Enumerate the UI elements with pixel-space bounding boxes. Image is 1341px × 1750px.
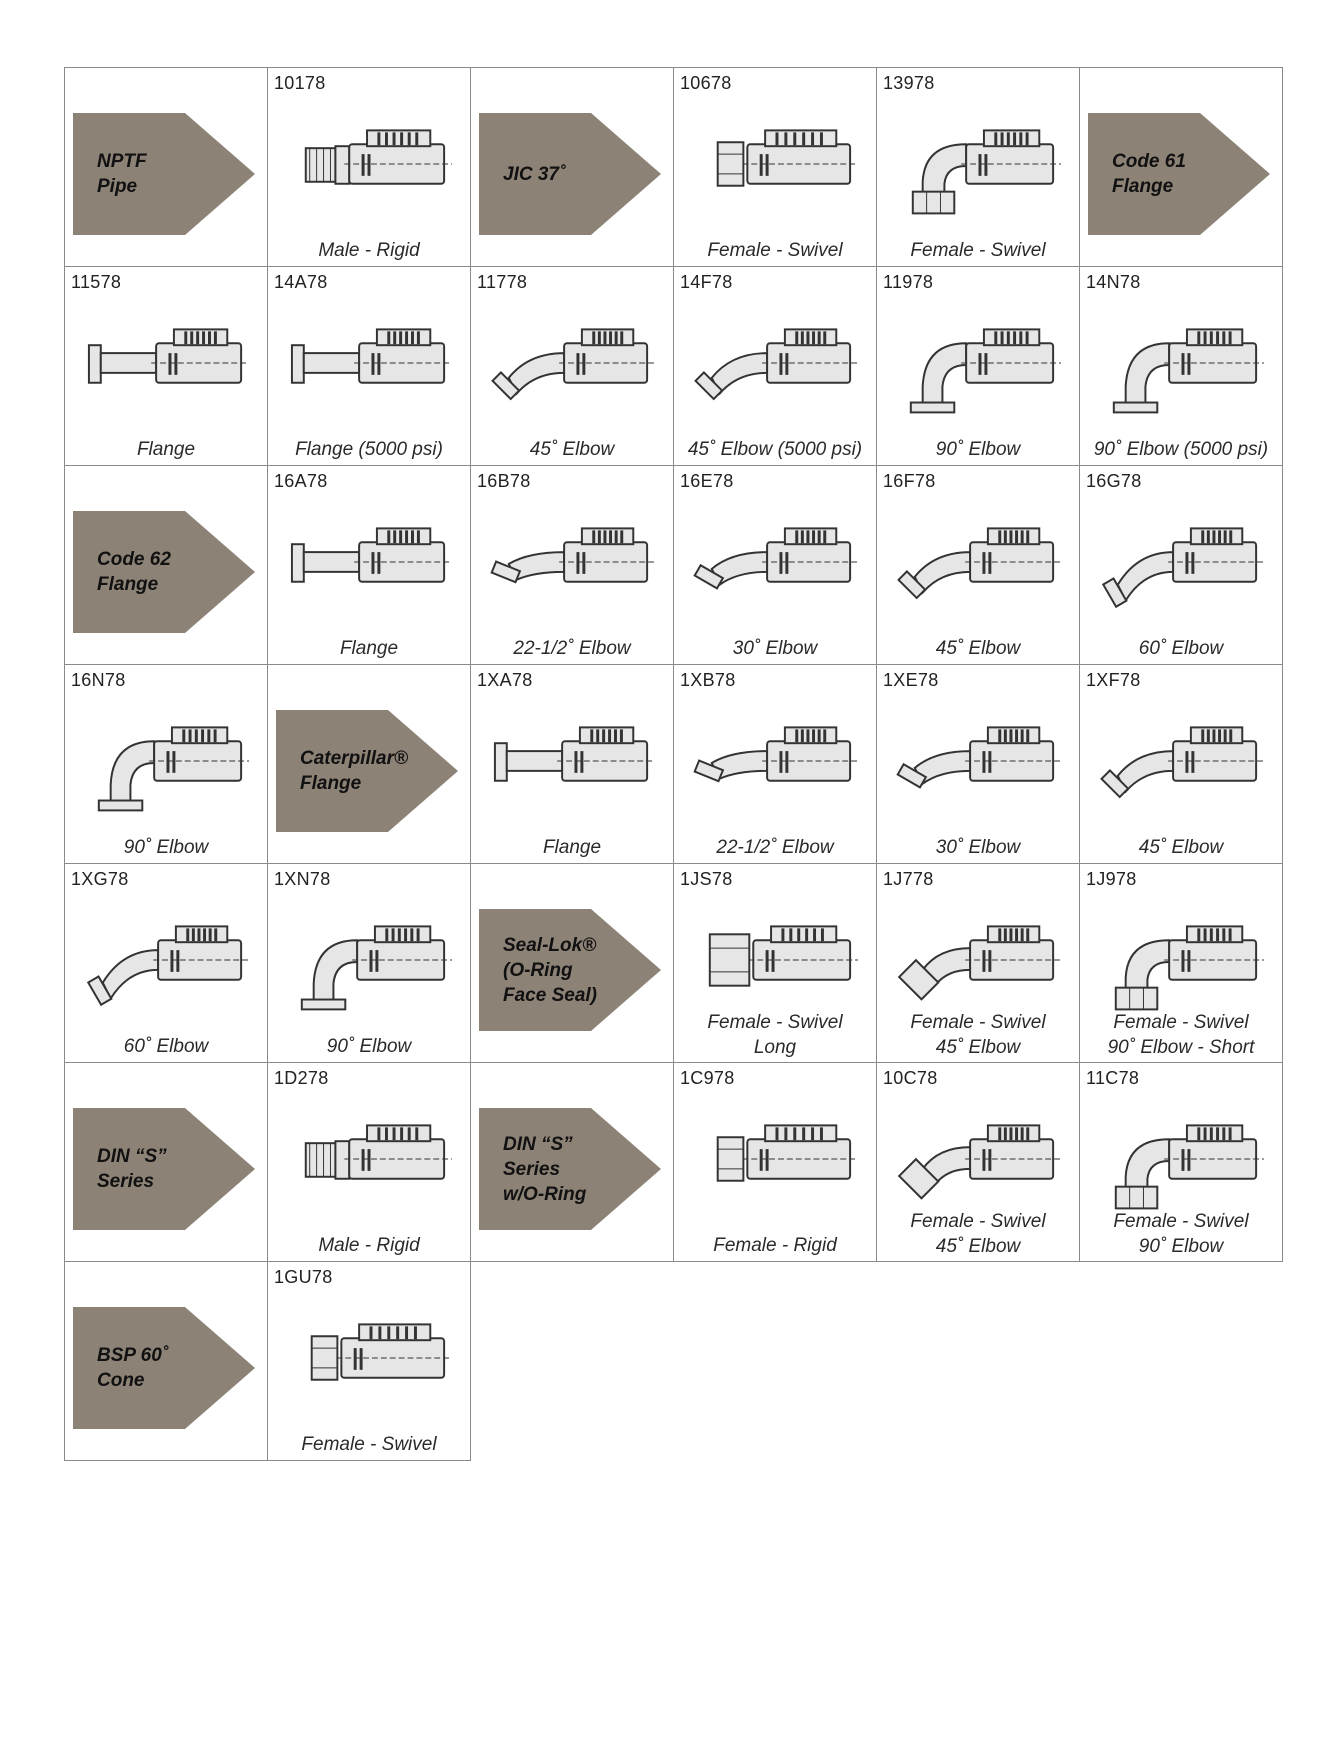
fitting-cell <box>64 863 268 1063</box>
category-label-line: Series <box>97 1171 155 1192</box>
fitting-straight-flange-icon <box>489 705 657 815</box>
fitting-caption <box>268 1233 470 1258</box>
fitting-caption-line: Flange (5000 psi) <box>295 439 443 460</box>
fitting-cell <box>1079 1062 1283 1262</box>
fitting-90-elbow-flange-icon <box>286 904 454 1014</box>
fitting-caption <box>65 1034 267 1059</box>
fitting-caption <box>65 835 267 860</box>
part-number: 1XE78 <box>883 670 939 690</box>
fitting-caption <box>877 1209 1079 1259</box>
fitting-straight-female-icon <box>692 1103 860 1213</box>
fitting-cell <box>673 67 877 267</box>
fitting-cell <box>876 465 1080 665</box>
fitting-cell <box>267 266 471 466</box>
part-number: 1J778 <box>883 869 934 889</box>
fitting-caption-line: Male - Rigid <box>318 1235 420 1256</box>
category-label-line: Seal-Lok® <box>503 934 597 956</box>
fitting-caption <box>471 437 673 462</box>
category-label-line: DIN “S” <box>97 1146 167 1167</box>
fitting-caption-line: Female - Swivel <box>910 240 1046 261</box>
category-header-cell <box>64 1261 268 1461</box>
category-label-line: Caterpillar® <box>300 748 408 769</box>
fitting-caption <box>65 437 267 462</box>
fitting-caption <box>877 835 1079 860</box>
category-label-line: Flange <box>1112 176 1174 197</box>
fitting-caption-line: Female - Swivel <box>301 1434 437 1455</box>
part-number: 11C78 <box>1086 1068 1140 1088</box>
fitting-caption <box>674 1233 876 1258</box>
fitting-caption-line: 45˚ Elbow <box>1138 837 1224 858</box>
fitting-45-elbow-swivel-icon <box>895 1103 1063 1213</box>
part-number: 1C978 <box>680 1068 735 1088</box>
category-header-cell <box>64 465 268 665</box>
fitting-90-elbow-swivel-icon <box>1098 904 1266 1014</box>
fitting-straight-female-icon <box>286 1302 454 1412</box>
fitting-caption-line: 45˚ Elbow (5000 psi) <box>687 439 863 460</box>
fitting-caption <box>877 1010 1079 1060</box>
fitting-22-elbow-flange-icon <box>489 506 657 616</box>
category-label <box>479 113 661 235</box>
fitting-cell <box>1079 664 1283 864</box>
fitting-cell <box>673 664 877 864</box>
category-label-line: Flange <box>300 773 362 794</box>
category-header-cell <box>64 67 268 267</box>
category-label-line: Pipe <box>97 176 138 197</box>
fitting-caption-line: 45˚ Elbow <box>529 439 615 460</box>
fitting-caption <box>268 1432 470 1457</box>
fitting-caption <box>674 437 876 462</box>
fitting-caption <box>877 238 1079 263</box>
category-label-line: Code 62 <box>97 549 171 570</box>
category-label <box>73 1108 255 1230</box>
fitting-straight-female-long-icon <box>692 904 860 1014</box>
fitting-caption-line: 90˚ Elbow <box>1138 1236 1224 1257</box>
fitting-cell <box>1079 266 1283 466</box>
fitting-caption <box>674 238 876 263</box>
fitting-caption <box>471 835 673 860</box>
part-number: 16F78 <box>883 471 936 491</box>
part-number: 1JS78 <box>680 869 733 889</box>
fitting-caption-line: 30˚ Elbow <box>935 837 1021 858</box>
fitting-cell <box>673 863 877 1063</box>
fitting-caption <box>268 238 470 263</box>
fitting-straight-male-icon <box>286 108 454 218</box>
part-number: 10C78 <box>883 1068 938 1088</box>
category-label-line: Code 61 <box>1112 151 1186 172</box>
fitting-90-elbow-flange-icon <box>1098 307 1266 417</box>
fitting-caption <box>1080 636 1282 661</box>
fitting-cell <box>876 664 1080 864</box>
fitting-caption-line: 30˚ Elbow <box>732 638 818 659</box>
fitting-caption-line: 60˚ Elbow <box>123 1036 209 1057</box>
category-label <box>479 1108 661 1230</box>
category-label <box>73 113 255 235</box>
fitting-30-elbow-flange-icon <box>692 506 860 616</box>
category-header-cell <box>470 67 674 267</box>
fitting-caption <box>1080 835 1282 860</box>
fitting-45-elbow-swivel-icon <box>895 904 1063 1014</box>
part-number: 16G78 <box>1086 471 1142 491</box>
fitting-cell <box>64 664 268 864</box>
fitting-caption <box>877 636 1079 661</box>
fitting-caption <box>877 437 1079 462</box>
fitting-90-elbow-flange-icon <box>83 705 251 815</box>
fitting-caption-line: Female - Swivel <box>910 1211 1046 1232</box>
category-header-cell <box>64 1062 268 1262</box>
category-header-cell <box>1079 67 1283 267</box>
category-label-line: Flange <box>97 574 159 595</box>
category-label-line: Face Seal) <box>503 984 597 1006</box>
category-label <box>73 511 255 633</box>
fitting-45-elbow-flange-icon <box>895 506 1063 616</box>
fitting-cell <box>876 1062 1080 1262</box>
fitting-straight-female-icon <box>692 108 860 218</box>
fitting-cell <box>470 465 674 665</box>
fitting-cell <box>876 67 1080 267</box>
part-number: 1XG78 <box>71 869 129 889</box>
fitting-cell <box>64 266 268 466</box>
fitting-cell <box>1079 465 1283 665</box>
fitting-caption-line: 22-1/2˚ Elbow <box>513 638 631 659</box>
part-number: 11778 <box>477 272 528 292</box>
category-label-line: Series <box>503 1158 561 1180</box>
fitting-cell <box>267 863 471 1063</box>
fitting-straight-flange-icon <box>83 307 251 417</box>
part-number: 14F78 <box>680 272 733 292</box>
fitting-22-elbow-flange-icon <box>692 705 860 815</box>
fitting-caption-line: Male - Rigid <box>318 240 420 261</box>
part-number: 1XN78 <box>274 869 331 889</box>
part-number: 16B78 <box>477 471 531 491</box>
fitting-caption-line: 90˚ Elbow - Short <box>1107 1037 1255 1058</box>
part-number: 16A78 <box>274 471 328 491</box>
fitting-caption <box>1080 437 1282 462</box>
fitting-caption-line: 45˚ Elbow <box>935 1236 1021 1257</box>
fitting-caption <box>471 636 673 661</box>
fitting-cell <box>673 465 877 665</box>
category-label-line: NPTF <box>97 151 147 172</box>
part-number: 16N78 <box>71 670 126 690</box>
fitting-caption-line: Long <box>753 1037 797 1058</box>
fitting-cell <box>1079 863 1283 1063</box>
fitting-caption-line: 60˚ Elbow <box>1138 638 1224 659</box>
part-number: 10178 <box>274 73 326 93</box>
part-number: 1D278 <box>274 1068 329 1088</box>
category-label <box>479 909 661 1031</box>
part-number: 11578 <box>71 272 122 292</box>
part-number: 1XF78 <box>1086 670 1141 690</box>
category-label-line: BSP 60˚ <box>97 1345 169 1366</box>
fitting-60-elbow-flange-icon <box>1098 506 1266 616</box>
fitting-45-elbow-flange-icon <box>489 307 657 417</box>
fitting-cell <box>876 266 1080 466</box>
category-label-line: (O-Ring <box>503 959 573 981</box>
fitting-caption-line: Flange <box>339 638 399 659</box>
fitting-cell <box>267 1062 471 1262</box>
fitting-caption-line: Female - Swivel <box>1113 1211 1249 1232</box>
category-label <box>1088 113 1270 235</box>
fitting-caption-line: Female - Rigid <box>713 1235 837 1256</box>
category-label-line: Cone <box>97 1370 145 1391</box>
category-label <box>276 710 458 832</box>
fitting-caption <box>268 1034 470 1059</box>
fitting-cell <box>470 266 674 466</box>
fitting-caption <box>1080 1209 1282 1259</box>
fitting-cell <box>673 266 877 466</box>
part-number: 10678 <box>680 73 732 93</box>
category-header-cell <box>470 863 674 1063</box>
fitting-90-elbow-swivel-icon <box>1098 1103 1266 1213</box>
fitting-caption-line: Female - Swivel <box>707 240 843 261</box>
fitting-caption-line: 45˚ Elbow <box>935 638 1021 659</box>
category-label-line: DIN “S” <box>503 1133 573 1155</box>
part-number: 1XA78 <box>477 670 533 690</box>
fitting-caption <box>1080 1010 1282 1060</box>
fitting-caption-line: Flange <box>542 837 602 858</box>
part-number: 14N78 <box>1086 272 1141 292</box>
fitting-caption-line: Female - Swivel <box>1113 1012 1249 1033</box>
fitting-caption <box>674 835 876 860</box>
fitting-caption-line: 45˚ Elbow <box>935 1037 1021 1058</box>
fitting-cell <box>470 664 674 864</box>
fitting-caption-line: 90˚ Elbow <box>935 439 1021 460</box>
category-header-cell <box>267 664 471 864</box>
fitting-caption-line: Female - Swivel <box>910 1012 1046 1033</box>
category-header-cell <box>470 1062 674 1262</box>
fitting-cell <box>267 1261 471 1461</box>
part-number: 16E78 <box>680 471 734 491</box>
category-label <box>73 1307 255 1429</box>
part-number: 11978 <box>883 272 934 292</box>
fitting-straight-male-icon <box>286 1103 454 1213</box>
fitting-caption <box>674 1010 876 1060</box>
fitting-straight-flange-icon <box>286 506 454 616</box>
fitting-cell <box>673 1062 877 1262</box>
fitting-caption <box>674 636 876 661</box>
fitting-caption <box>268 636 470 661</box>
fitting-45-elbow-flange-icon <box>692 307 860 417</box>
part-number: 13978 <box>883 73 935 93</box>
fitting-cell <box>876 863 1080 1063</box>
fitting-caption-line: 90˚ Elbow <box>123 837 209 858</box>
fitting-cell <box>267 465 471 665</box>
part-number: 1J978 <box>1086 869 1137 889</box>
category-label-line: JIC 37˚ <box>503 163 566 185</box>
fitting-90-elbow-flange-icon <box>895 307 1063 417</box>
part-number: 1GU78 <box>274 1267 333 1287</box>
fitting-60-elbow-flange-icon <box>83 904 251 1014</box>
fitting-caption-line: 22-1/2˚ Elbow <box>716 837 834 858</box>
fitting-caption-line: 90˚ Elbow (5000 psi) <box>1093 439 1269 460</box>
fitting-caption-line: Female - Swivel <box>707 1012 843 1033</box>
fitting-straight-flange-icon <box>286 307 454 417</box>
category-label-line: w/O-Ring <box>503 1183 587 1205</box>
fitting-caption-line: 90˚ Elbow <box>326 1036 412 1057</box>
fitting-90-elbow-swivel-icon <box>895 108 1063 218</box>
part-number: 1XB78 <box>680 670 736 690</box>
fitting-cell <box>267 67 471 267</box>
fitting-30-elbow-flange-icon <box>895 705 1063 815</box>
fitting-caption <box>268 437 470 462</box>
fitting-caption-line: Flange <box>136 439 196 460</box>
part-number: 14A78 <box>274 272 328 292</box>
fitting-45-elbow-flange-icon <box>1098 705 1266 815</box>
